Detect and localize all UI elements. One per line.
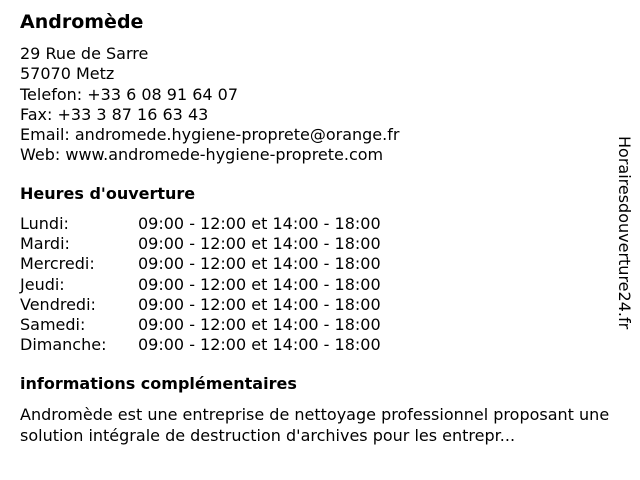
time-value: 09:00 - 12:00 et 14:00 - 18:00 [138,234,381,254]
day-label: Mercredi: [20,254,95,274]
time-value: 09:00 - 12:00 et 14:00 - 18:00 [138,254,381,274]
day-label: Jeudi: [20,274,65,294]
email-line: Email: andromede.hygiene-proprete@orange.fr [20,125,400,145]
opening-hours-heading: Heures d'ouverture [20,184,196,203]
side-brand-watermark [614,136,634,370]
contact-block [20,44,399,166]
web-line: Web: www.andromede-hygiene-proprete.com [20,145,384,165]
additional-info-heading: informations complémentaires [20,374,297,393]
side-brand-text: Horairesdouverture24.fr [615,136,634,330]
address-line-city: 57070 Metz [20,64,115,84]
time-value: 09:00 - 12:00 et 14:00 - 18:00 [138,274,381,294]
day-label: Dimanche: [20,335,107,355]
time-value: 09:00 - 12:00 et 14:00 - 18:00 [138,314,381,334]
day-label: Samedi: [20,314,86,334]
time-value: 09:00 - 12:00 et 14:00 - 18:00 [138,335,381,355]
time-value: 09:00 - 12:00 et 14:00 - 18:00 [138,214,381,233]
time-value: 09:00 - 12:00 et 14:00 - 18:00 [138,294,381,314]
day-label: Lundi: [20,214,69,233]
phone-line: Telefon: +33 6 08 91 64 07 [20,84,239,104]
address-line-street: 29 Rue de Sarre [20,44,149,63]
fax-line: Fax: +33 3 87 16 63 43 [20,104,209,124]
business-name: Andromède [20,11,144,33]
day-label: Mardi: [20,234,70,254]
additional-info-text: Andromède est une entreprise de nettoyage professionnel proposant une solution intégrale de destruction d'archives pour les entrepr... [20,405,610,445]
day-label: Vendredi: [20,294,96,314]
